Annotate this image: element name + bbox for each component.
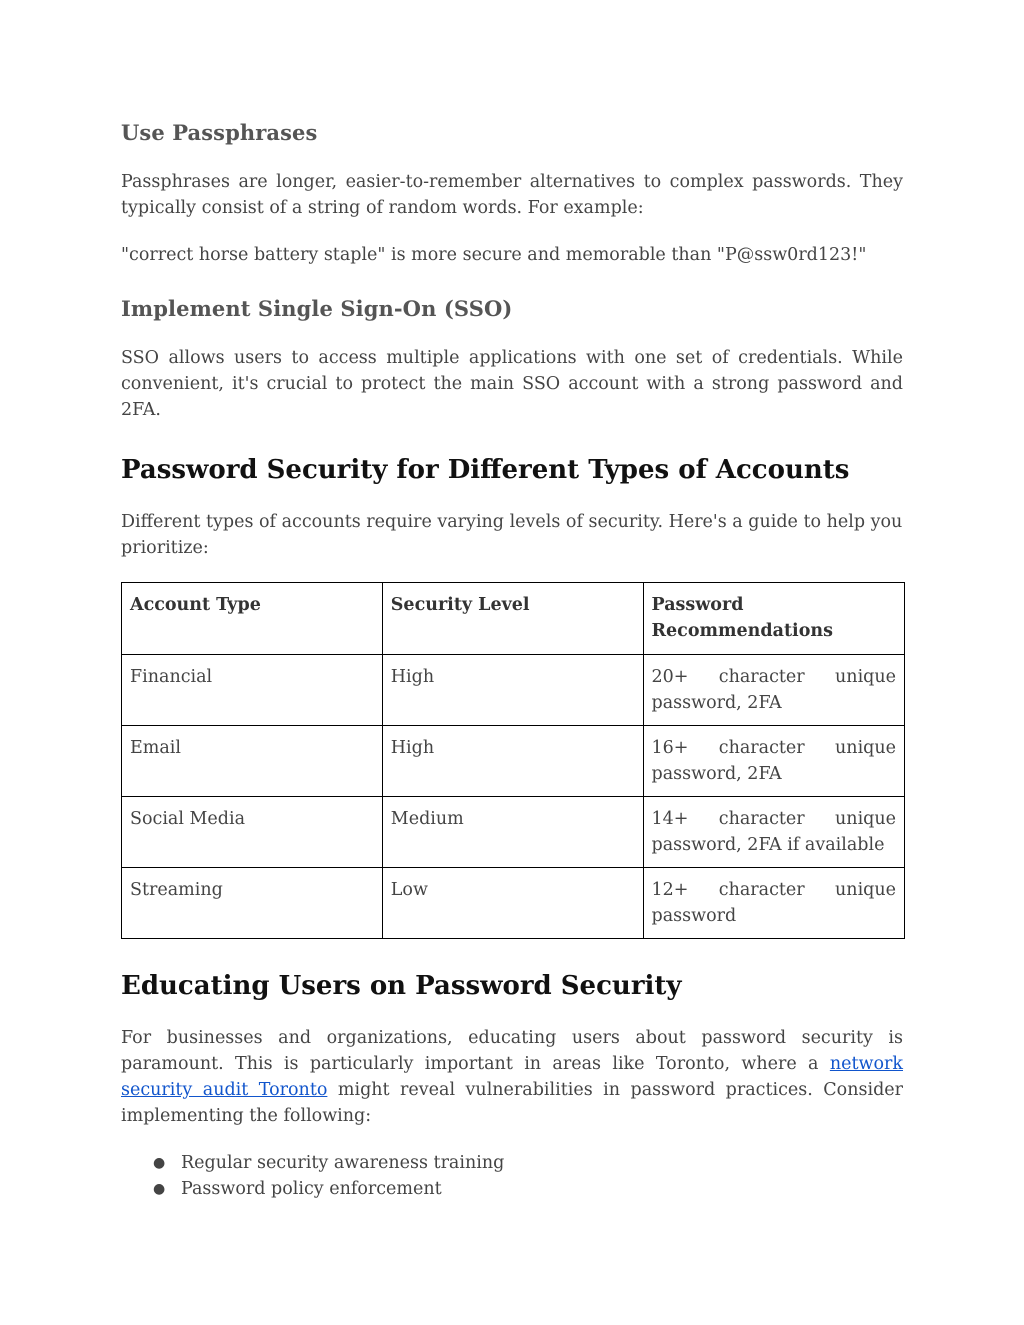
table-header-password-recommendations: Password Recommendations [643, 583, 905, 655]
table-header-account-type: Account Type [122, 583, 383, 655]
table-cell-recommendation: 20+ character unique password, 2FA [643, 655, 905, 726]
bullet-icon: ● [153, 1181, 166, 1197]
network-security-audit-link[interactable]: network security audit Toronto [121, 1054, 903, 1100]
table-row [122, 868, 905, 939]
training-bullet-list [121, 1150, 504, 1202]
list-item-text: Regular security awareness training [181, 1153, 505, 1173]
educating-text-before-link: For businesses and organizations, educating users about password security is paramount. This is particularly important in areas like Toronto, where a [121, 1028, 903, 1074]
heading-educating-users: Educating Users on Password Security [121, 971, 682, 1001]
table-cell-recommendation: 16+ character unique password, 2FA [643, 726, 905, 797]
list-item [121, 1176, 504, 1202]
heading-implement-sso: Implement Single Sign-On (SSO) [121, 296, 513, 321]
account-types-intro: Different types of accounts require varying levels of security. Here's a guide to help you prioritize: [121, 512, 903, 558]
table-cell-recommendation: 12+ character unique password [643, 868, 905, 939]
table-cell-security-level: Medium [382, 797, 643, 868]
sso-paragraph: SSO allows users to access multiple applications with one set of credentials. While convenient, it's crucial to protect the main SSO account with a strong password and 2FA. [121, 348, 903, 420]
table-row [122, 797, 905, 868]
table-row [122, 726, 905, 797]
table-cell-account-type: Email [122, 726, 383, 797]
table-cell-account-type: Social Media [122, 797, 383, 868]
passphrase-example: "correct horse battery staple" is more secure and memorable than "P@ssw0rd123!" [121, 245, 867, 265]
list-item-text: Password policy enforcement [181, 1179, 442, 1199]
heading-use-passphrases: Use Passphrases [121, 120, 318, 145]
table-cell-account-type: Streaming [122, 868, 383, 939]
educating-paragraph [121, 1025, 903, 1129]
list-item [121, 1150, 504, 1176]
table-cell-account-type: Financial [122, 655, 383, 726]
heading-account-types: Password Security for Different Types of Accounts [121, 455, 850, 485]
passphrases-paragraph: Passphrases are longer, easier-to-remember alternatives to complex passwords. They typically consist of a string of random words. For example: [121, 172, 903, 218]
security-table [121, 582, 905, 939]
table-row [122, 655, 905, 726]
table-cell-security-level: High [382, 655, 643, 726]
table-header-row [122, 583, 905, 655]
table-cell-security-level: High [382, 726, 643, 797]
table-cell-security-level: Low [382, 868, 643, 939]
table-cell-recommendation: 14+ character unique password, 2FA if available [643, 797, 905, 868]
table-header-security-level: Security Level [382, 583, 643, 655]
bullet-icon: ● [153, 1155, 166, 1171]
educating-text-after-link: might reveal vulnerabilities in password practices. Consider implementing the following: [121, 1080, 903, 1126]
